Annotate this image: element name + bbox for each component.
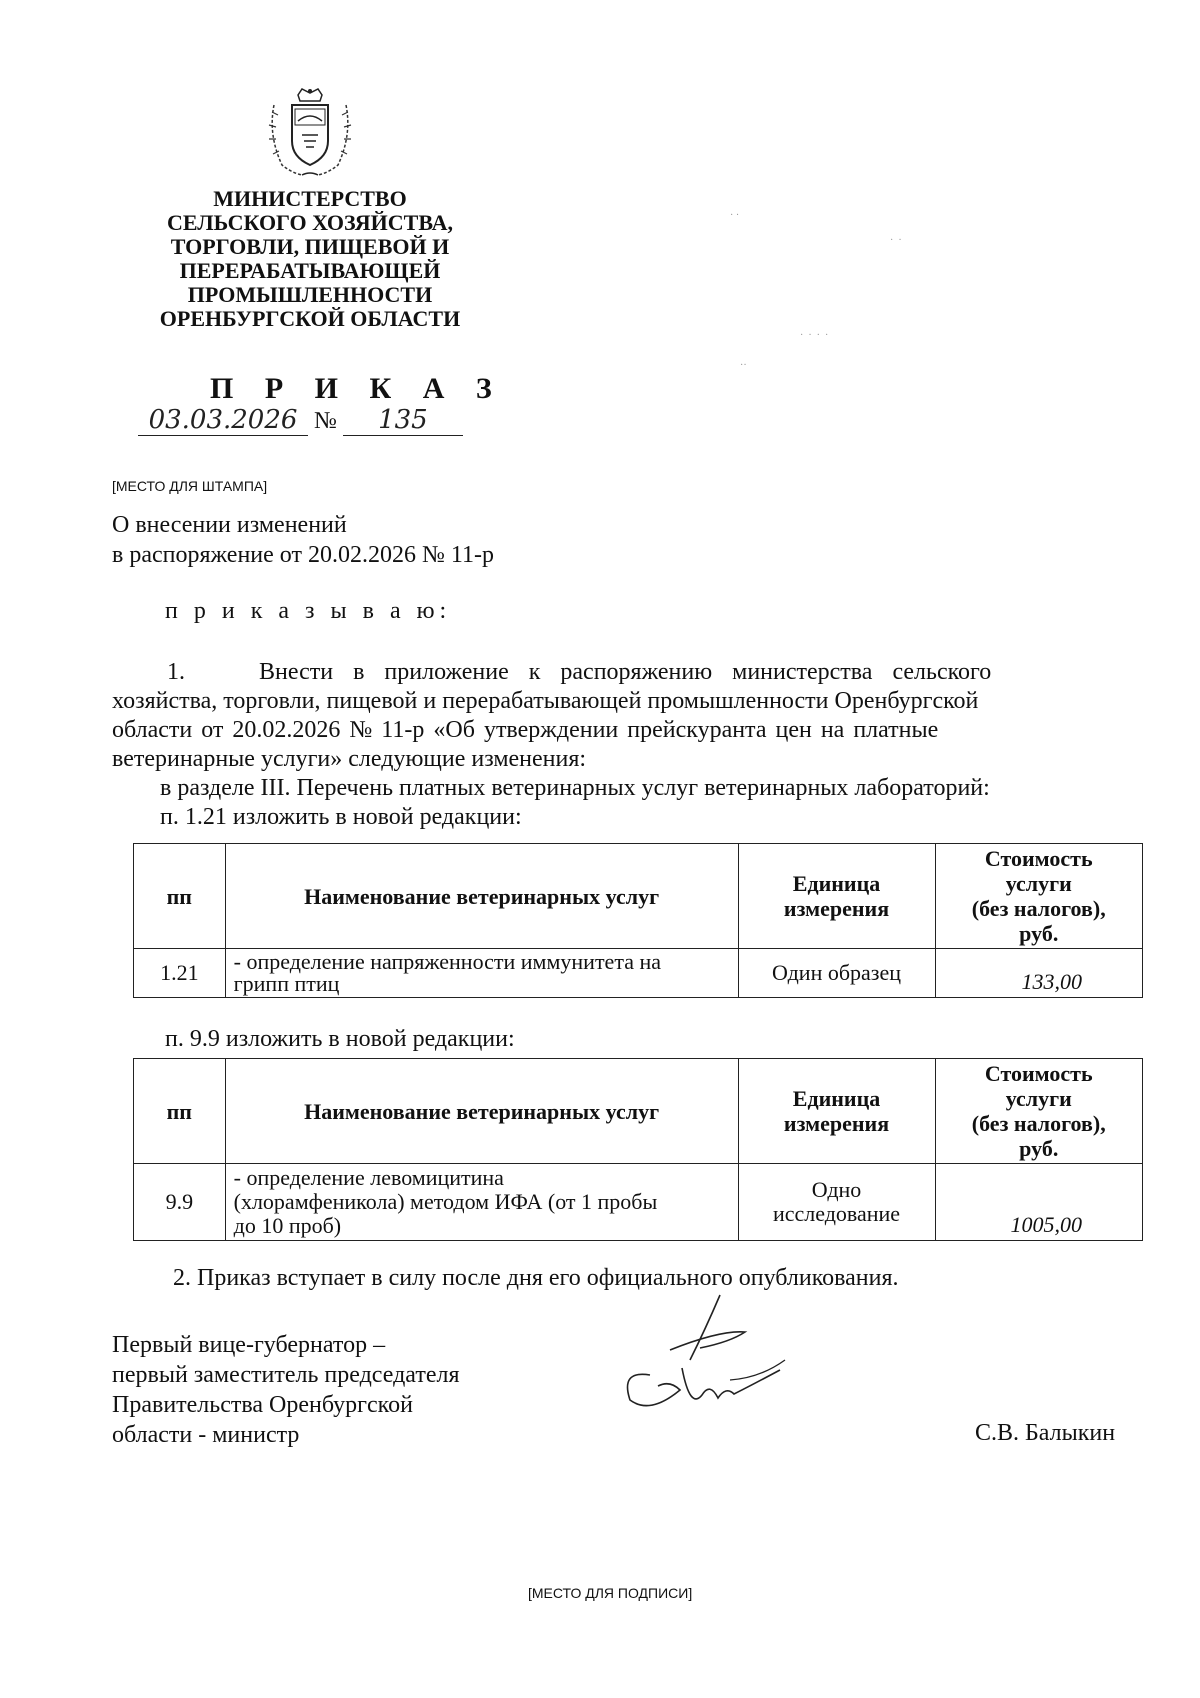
header-unit: [738, 844, 935, 949]
row-unit: [738, 1164, 935, 1241]
position-line: Первый вице-губернатор –: [112, 1332, 386, 1358]
item-1-number: 1.: [167, 659, 185, 685]
row-price: 1005,00: [935, 1164, 1143, 1241]
row-name-line: - определение напряженности иммунитета на: [233, 949, 662, 974]
ministry-line: ПЕРЕРАБАТЫВАЮЩЕЙ: [179, 258, 441, 283]
ministry-name: [120, 187, 500, 331]
stamp-placeholder: [МЕСТО ДЛЯ ШТАМПА]: [112, 478, 268, 494]
scan-artifact: · ·: [730, 210, 740, 221]
handwritten-signature: [610, 1290, 800, 1440]
header-price-line: (без налогов),: [971, 1111, 1106, 1136]
row-price: 133,00: [935, 949, 1143, 998]
scan-artifact: ··: [740, 360, 747, 371]
header-name: Наименование ветеринарных услуг: [225, 1059, 738, 1164]
header-unit: [738, 1059, 935, 1164]
header-price-line: услуги: [1005, 1086, 1072, 1111]
row-num: 9.9: [134, 1164, 226, 1241]
header-price-line: (без налогов),: [971, 896, 1106, 921]
header-unit-line: Единица: [792, 871, 881, 896]
subitem-2-line: п. 9.9 изложить в новой редакции:: [165, 1026, 515, 1052]
scan-artifact: · · · ·: [800, 330, 829, 341]
row-unit-line: Одно: [811, 1177, 862, 1202]
date-number-line: [138, 405, 463, 436]
header-price-line: руб.: [1019, 1136, 1059, 1161]
item-1-text: Внести в приложение к распоряжению министерства сельского: [259, 659, 992, 685]
position-line: области - министр: [112, 1422, 300, 1448]
header-unit-line: измерения: [783, 896, 890, 921]
item-1-line: области от 20.02.2026 № 11-р «Об утверждении прейскуранта цен на платные: [112, 717, 939, 743]
subitem-line: п. 1.21 изложить в новой редакции:: [160, 804, 522, 830]
header-price-line: Стоимость: [984, 1061, 1093, 1086]
ministry-line: ОРЕНБУРГСКОЙ ОБЛАСТИ: [159, 306, 461, 331]
item-1-line: ветеринарные услуги» следующие изменения:: [112, 746, 587, 772]
order-word: п р и к а з ы в а ю:: [165, 598, 452, 624]
header-unit-line: измерения: [783, 1111, 890, 1136]
table-row: [134, 1164, 1143, 1241]
document-subject: [112, 510, 494, 570]
ministry-header: [120, 85, 500, 331]
header-price: [935, 844, 1143, 949]
ministry-line: ПРОМЫШЛЕННОСТИ: [187, 282, 433, 307]
row-name-line: до 10 проб): [233, 1213, 342, 1238]
header-price: [935, 1059, 1143, 1164]
item-1-paragraph: [112, 658, 1142, 832]
row-name-line: - определение левомицитина: [233, 1165, 504, 1190]
row-num: 1.21: [134, 949, 226, 998]
signer-name: С.В. Балыкин: [975, 1420, 1116, 1446]
document-number: 135: [343, 405, 463, 436]
row-name-line: грипп птиц: [233, 971, 340, 996]
header-num: пп: [134, 1059, 226, 1164]
row-unit: Один образец: [738, 949, 935, 998]
header-price-line: услуги: [1005, 871, 1072, 896]
position-line: Правительства Оренбургской: [112, 1392, 413, 1418]
table-header-row: [134, 844, 1143, 949]
header-price-line: руб.: [1019, 921, 1059, 946]
document-date: 03.03.2026: [138, 405, 308, 436]
item-2-paragraph: 2. Приказ вступает в силу после дня его официального опубликования.: [173, 1265, 899, 1291]
header-unit-line: Единица: [792, 1086, 881, 1111]
number-label: №: [314, 408, 337, 434]
document-type-title: П Р И К А З: [210, 372, 504, 405]
row-unit-line: исследование: [772, 1201, 901, 1226]
table-header-row: [134, 1059, 1143, 1164]
row-name: [225, 1164, 738, 1241]
price-table-2: [133, 1058, 1143, 1241]
row-name-line: (хлорамфеникола) методом ИФА (от 1 пробы: [233, 1189, 658, 1214]
item-1-line: [112, 658, 1142, 687]
position-line: первый заместитель председателя: [112, 1362, 460, 1388]
item-1-line: хозяйства, торговли, пищевой и перерабатывающей промышленности Оренбургской: [112, 688, 979, 714]
subject-line: в распоряжение от 20.02.2026 № 11-р: [112, 542, 494, 568]
ministry-line: СЕЛЬСКОГО ХОЗЯЙСТВА,: [166, 210, 454, 235]
orenburg-coat-of-arms-icon: [262, 85, 358, 181]
subject-line: О внесении изменений: [112, 512, 347, 538]
section-line: в разделе III. Перечень платных ветеринарных услуг ветеринарных лабораторий:: [160, 775, 990, 801]
price-table-1: [133, 843, 1143, 998]
header-name: Наименование ветеринарных услуг: [225, 844, 738, 949]
signature-placeholder: [МЕСТО ДЛЯ ПОДПИСИ]: [528, 1585, 693, 1601]
row-name: [225, 949, 738, 998]
ministry-line: ТОРГОВЛИ, ПИЩЕВОЙ И: [170, 234, 450, 259]
scan-artifact: · ·: [890, 235, 902, 246]
header-num: пп: [134, 844, 226, 949]
signer-position: [112, 1330, 459, 1450]
table-row: [134, 949, 1143, 998]
header-price-line: Стоимость: [984, 846, 1093, 871]
ministry-line: МИНИСТЕРСТВО: [213, 186, 407, 211]
